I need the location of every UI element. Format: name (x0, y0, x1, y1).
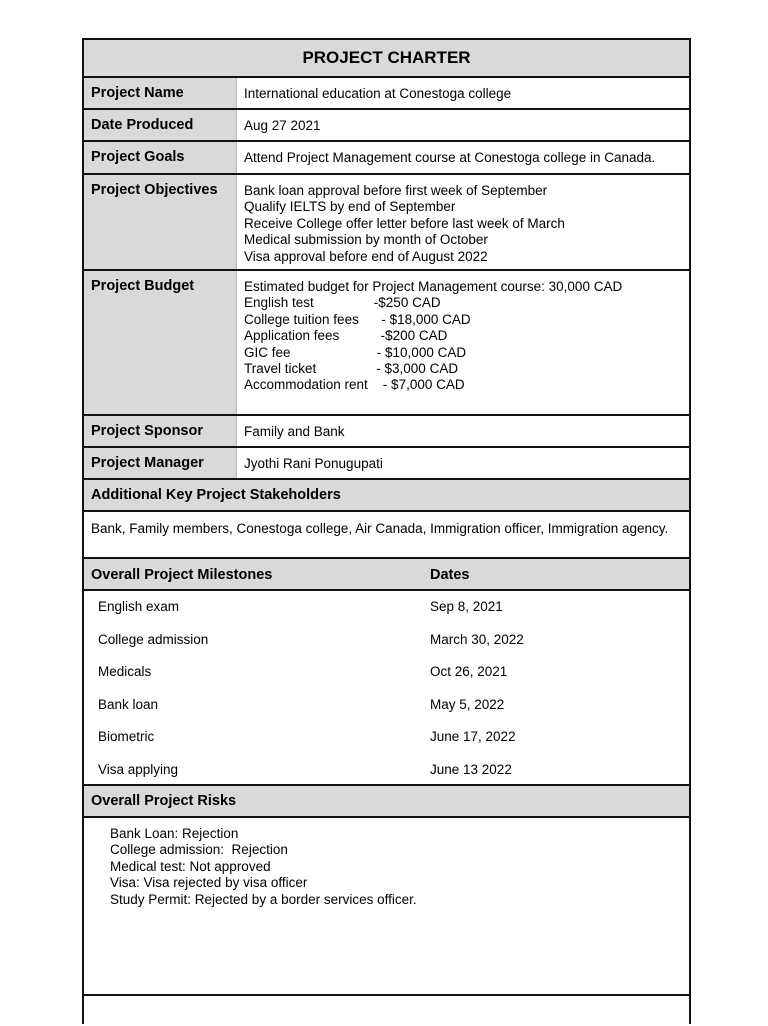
milestone-name: College admission (98, 631, 209, 647)
risks-list (84, 818, 689, 996)
project-charter-table (82, 38, 691, 1024)
milestone-name: English exam (98, 599, 180, 614)
objective-line: Medical submission by month of October (244, 232, 488, 248)
budget-line: Accommodation rent - $7,000 CAD (244, 377, 465, 393)
project-objectives-list (237, 175, 689, 269)
budget-line: College tuition fees - $18,000 CAD (244, 311, 471, 327)
risk-line: Medical test: Not approved (110, 858, 271, 874)
date-produced-row (84, 110, 689, 142)
empty-row (84, 996, 689, 1026)
date-produced-value: Aug 27 2021 (244, 118, 321, 133)
milestone-name: Biometric (98, 729, 155, 745)
risk-line: Bank Loan: Rejection (110, 826, 239, 841)
dates-heading: Dates (430, 567, 470, 583)
milestone-date: June 13 2022 (430, 762, 512, 777)
project-name-value: International education at Conestoga college (244, 86, 512, 101)
milestone-row (84, 591, 689, 624)
project-sponsor-row (84, 416, 689, 448)
project-budget-label: Project Budget (84, 271, 237, 414)
objective-line: Visa approval before end of August 2022 (244, 248, 488, 264)
project-sponsor-value: Family and Bank (244, 424, 345, 439)
stakeholders-heading: Additional Key Project Stakeholders (84, 480, 689, 512)
milestones-header-row (84, 559, 689, 591)
risks-lines (110, 826, 417, 908)
milestones-heading: Overall Project Milestones (91, 567, 273, 583)
project-manager-value: Jyothi Rani Ponugupati (244, 456, 383, 471)
milestone-name: Medicals (98, 664, 152, 680)
milestone-row (84, 624, 689, 657)
project-objectives-label: Project Objectives (84, 175, 237, 269)
milestone-date: Sep 8, 2021 (430, 599, 503, 614)
budget-line: Application fees -$200 CAD (244, 328, 448, 344)
project-manager-row (84, 448, 689, 480)
risks-heading: Overall Project Risks (84, 786, 689, 818)
risk-line: College admission: Rejection (110, 842, 288, 858)
stakeholders-text: Bank, Family members, Conestoga college, Air Canada, Immigration officer, Immigration agency. (84, 512, 689, 559)
project-name-label: Project Name (84, 78, 237, 108)
budget-line: Travel ticket - $3,000 CAD (244, 361, 459, 377)
milestone-date: May 5, 2022 (430, 696, 505, 712)
risk-line: Study Permit: Rejected by a border services officer. (110, 891, 417, 907)
milestone-date: Oct 26, 2021 (430, 664, 508, 680)
milestone-name: Visa applying (98, 762, 179, 777)
project-sponsor-label: Project Sponsor (84, 416, 237, 446)
budget-line: English test -$250 CAD (244, 295, 441, 311)
risk-line: Visa: Visa rejected by visa officer (110, 875, 308, 891)
project-goals-label: Project Goals (84, 142, 237, 173)
project-goals-value: Attend Project Management course at Conestoga college in Canada. (244, 150, 656, 165)
milestone-row (84, 754, 689, 787)
charter-title: PROJECT CHARTER (84, 40, 689, 78)
objective-line: Receive College offer letter before last week of March (244, 215, 565, 231)
project-objectives-row (84, 175, 689, 271)
budget-line: Estimated budget for Project Management course: 30,000 CAD (244, 279, 623, 294)
milestone-row (84, 689, 689, 722)
project-budget-row (84, 271, 689, 416)
milestone-date: March 30, 2022 (430, 631, 524, 647)
objective-line: Bank loan approval before first week of September (244, 183, 548, 198)
milestone-row (84, 656, 689, 689)
project-name-row (84, 78, 689, 110)
date-produced-label: Date Produced (84, 110, 237, 140)
objective-line: Qualify IELTS by end of September (244, 199, 456, 215)
milestone-date: June 17, 2022 (430, 729, 516, 745)
project-budget-list (237, 271, 689, 414)
milestone-name: Bank loan (98, 696, 159, 712)
budget-line: GIC fee - $10,000 CAD (244, 344, 467, 360)
milestone-row (84, 721, 689, 754)
project-goals-row (84, 142, 689, 175)
project-manager-label: Project Manager (84, 448, 237, 478)
milestones-list (84, 591, 689, 786)
